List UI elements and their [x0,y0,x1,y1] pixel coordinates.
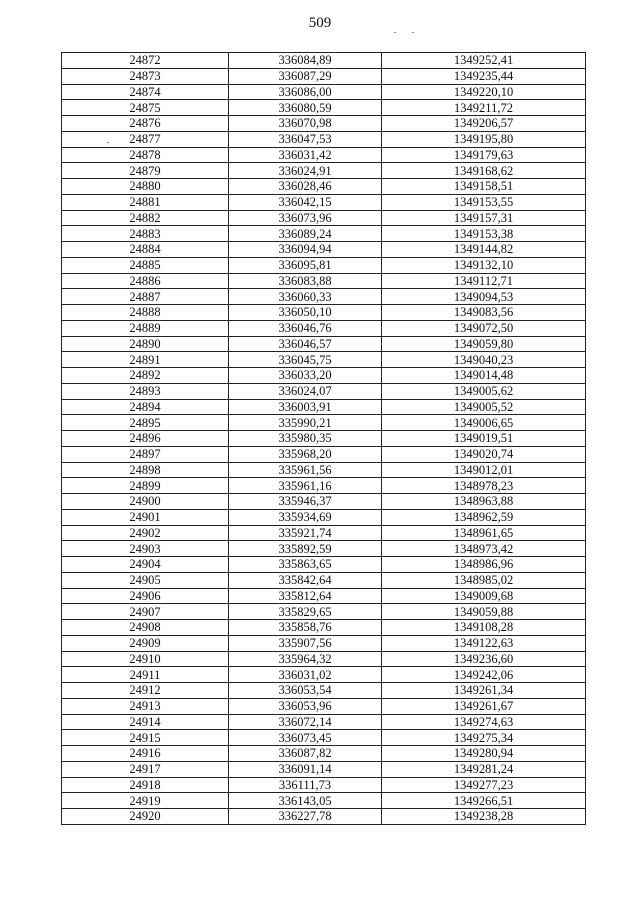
point-number-cell: 24885 [62,257,229,273]
x-coordinate-cell: 335946,37 [229,494,382,510]
point-number-cell: 24879 [62,163,229,179]
point-number-cell: 24903 [62,541,229,557]
point-number-cell: 24893 [62,383,229,399]
x-coordinate-cell: 336050,10 [229,305,382,321]
table-row [62,683,586,699]
table-row [62,179,586,195]
x-coordinate-cell: 335980,35 [229,431,382,447]
x-coordinate-cell: 336080,59 [229,100,382,116]
table-row [62,478,586,494]
table-row [62,210,586,226]
y-coordinate-cell: 1349153,38 [382,226,586,242]
point-number-cell: 24888 [62,305,229,321]
point-number-cell: 24909 [62,635,229,651]
point-number-cell: 24901 [62,509,229,525]
x-coordinate-cell: 336073,96 [229,210,382,226]
y-coordinate-cell: 1349195,80 [382,131,586,147]
table-row [62,698,586,714]
table-row [62,305,586,321]
x-coordinate-cell: 336111,73 [229,777,382,793]
table-row [62,557,586,573]
table-row [62,446,586,462]
y-coordinate-cell: 1349014,48 [382,368,586,384]
y-coordinate-cell: 1349206,57 [382,116,586,132]
table-row [62,257,586,273]
table-row [62,777,586,793]
y-coordinate-cell: 1349122,63 [382,635,586,651]
point-number-cell: 24873 [62,68,229,84]
x-coordinate-cell: 336143,05 [229,793,382,809]
point-number-cell: 24883 [62,226,229,242]
x-coordinate-cell: 336072,14 [229,714,382,730]
x-coordinate-cell: 336227,78 [229,809,382,825]
y-coordinate-cell: 1349242,06 [382,667,586,683]
x-coordinate-cell: 336091,14 [229,761,382,777]
scan-artifact [394,32,396,33]
table-row [62,620,586,636]
point-number-cell: 24891 [62,352,229,368]
table-row [62,761,586,777]
y-coordinate-cell: 1349020,74 [382,446,586,462]
point-number-cell: 24880 [62,179,229,195]
x-coordinate-cell: 336047,53 [229,131,382,147]
point-number-cell: 24914 [62,714,229,730]
coordinates-table [61,52,586,825]
point-number-cell: 24902 [62,525,229,541]
table-row [62,667,586,683]
point-number-cell: 24874 [62,84,229,100]
table-row [62,494,586,510]
table-row [62,368,586,384]
y-coordinate-cell: 1349005,52 [382,399,586,415]
x-coordinate-cell: 336053,54 [229,683,382,699]
x-coordinate-cell: 336073,45 [229,730,382,746]
table-row [62,194,586,210]
table-row [62,588,586,604]
x-coordinate-cell: 336087,82 [229,746,382,762]
point-number-cell: 24916 [62,746,229,762]
y-coordinate-cell: 1348961,65 [382,525,586,541]
table-row [62,289,586,305]
y-coordinate-cell: 1349158,51 [382,179,586,195]
point-number-cell: 24911 [62,667,229,683]
point-number-cell: 24906 [62,588,229,604]
point-number-cell: 24895 [62,415,229,431]
table-row [62,320,586,336]
table-row [62,383,586,399]
scan-artifact [107,142,109,143]
point-number-cell: 24905 [62,572,229,588]
point-number-cell: 24918 [62,777,229,793]
table-row [62,541,586,557]
page-number: 509 [308,15,332,31]
y-coordinate-cell: 1349266,51 [382,793,586,809]
y-coordinate-cell: 1348963,88 [382,494,586,510]
x-coordinate-cell: 336024,07 [229,383,382,399]
y-coordinate-cell: 1349040,23 [382,352,586,368]
y-coordinate-cell: 1349261,34 [382,683,586,699]
point-number-cell: 24915 [62,730,229,746]
point-number-cell: 24890 [62,336,229,352]
point-number-cell: 24875 [62,100,229,116]
table-row [62,84,586,100]
point-number-cell: 24872 [62,53,229,69]
x-coordinate-cell: 335990,21 [229,415,382,431]
table-row [62,100,586,116]
table-row [62,147,586,163]
y-coordinate-cell: 1349261,67 [382,698,586,714]
x-coordinate-cell: 336087,29 [229,68,382,84]
table-row [62,651,586,667]
point-number-cell: 24898 [62,462,229,478]
table-row [62,116,586,132]
point-number-cell: 24882 [62,210,229,226]
y-coordinate-cell: 1349275,34 [382,730,586,746]
x-coordinate-cell: 335968,20 [229,446,382,462]
point-number-cell: 24887 [62,289,229,305]
point-number-cell: 24907 [62,604,229,620]
table-row [62,163,586,179]
point-number-cell: 24910 [62,651,229,667]
y-coordinate-cell: 1349094,53 [382,289,586,305]
x-coordinate-cell: 336084,89 [229,53,382,69]
table-row [62,431,586,447]
point-number-cell: 24900 [62,494,229,510]
x-coordinate-cell: 335921,74 [229,525,382,541]
scan-artifact [412,32,414,33]
point-number-cell: 24877 [62,131,229,147]
x-coordinate-cell: 335858,76 [229,620,382,636]
x-coordinate-cell: 335842,64 [229,572,382,588]
x-coordinate-cell: 335964,32 [229,651,382,667]
y-coordinate-cell: 1348978,23 [382,478,586,494]
x-coordinate-cell: 336095,81 [229,257,382,273]
x-coordinate-cell: 336083,88 [229,273,382,289]
point-number-cell: 24892 [62,368,229,384]
y-coordinate-cell: 1349108,28 [382,620,586,636]
point-number-cell: 24896 [62,431,229,447]
table-row [62,242,586,258]
x-coordinate-cell: 335892,59 [229,541,382,557]
y-coordinate-cell: 1349179,63 [382,147,586,163]
table-row [62,525,586,541]
point-number-cell: 24920 [62,809,229,825]
table-row [62,399,586,415]
y-coordinate-cell: 1348973,42 [382,541,586,557]
table-row [62,131,586,147]
point-number-cell: 24908 [62,620,229,636]
x-coordinate-cell: 336003,91 [229,399,382,415]
y-coordinate-cell: 1349005,62 [382,383,586,399]
point-number-cell: 24876 [62,116,229,132]
x-coordinate-cell: 336033,20 [229,368,382,384]
table-row [62,793,586,809]
y-coordinate-cell: 1349220,10 [382,84,586,100]
y-coordinate-cell: 1349059,88 [382,604,586,620]
table-row [62,572,586,588]
table-row [62,462,586,478]
point-number-cell: 24919 [62,793,229,809]
y-coordinate-cell: 1349153,55 [382,194,586,210]
y-coordinate-cell: 1349211,72 [382,100,586,116]
y-coordinate-cell: 1349144,82 [382,242,586,258]
table-row [62,746,586,762]
x-coordinate-cell: 336028,46 [229,179,382,195]
point-number-cell: 24889 [62,320,229,336]
x-coordinate-cell: 335812,64 [229,588,382,604]
y-coordinate-cell: 1349280,94 [382,746,586,762]
table-row [62,635,586,651]
table-row [62,352,586,368]
coordinates-table-body [62,53,586,825]
x-coordinate-cell: 336070,98 [229,116,382,132]
table-row [62,604,586,620]
y-coordinate-cell: 1349252,41 [382,53,586,69]
table-row [62,336,586,352]
y-coordinate-cell: 1349009,68 [382,588,586,604]
table-row [62,509,586,525]
x-coordinate-cell: 335934,69 [229,509,382,525]
x-coordinate-cell: 335907,56 [229,635,382,651]
point-number-cell: 24884 [62,242,229,258]
y-coordinate-cell: 1349019,51 [382,431,586,447]
point-number-cell: 24897 [62,446,229,462]
point-number-cell: 24878 [62,147,229,163]
x-coordinate-cell: 335863,65 [229,557,382,573]
x-coordinate-cell: 336042,15 [229,194,382,210]
y-coordinate-cell: 1349236,60 [382,651,586,667]
table-row [62,226,586,242]
point-number-cell: 24904 [62,557,229,573]
table-row [62,730,586,746]
y-coordinate-cell: 1348985,02 [382,572,586,588]
table-row [62,415,586,431]
y-coordinate-cell: 1349281,24 [382,761,586,777]
x-coordinate-cell: 336046,76 [229,320,382,336]
point-number-cell: 24894 [62,399,229,415]
y-coordinate-cell: 1349238,28 [382,809,586,825]
y-coordinate-cell: 1349059,80 [382,336,586,352]
y-coordinate-cell: 1349083,56 [382,305,586,321]
y-coordinate-cell: 1349157,31 [382,210,586,226]
y-coordinate-cell: 1349006,65 [382,415,586,431]
x-coordinate-cell: 336031,42 [229,147,382,163]
point-number-cell: 24913 [62,698,229,714]
table-row [62,273,586,289]
x-coordinate-cell: 336094,94 [229,242,382,258]
point-number-cell: 24917 [62,761,229,777]
y-coordinate-cell: 1349235,44 [382,68,586,84]
point-number-cell: 24886 [62,273,229,289]
table-row [62,68,586,84]
x-coordinate-cell: 336046,57 [229,336,382,352]
point-number-cell: 24881 [62,194,229,210]
y-coordinate-cell: 1349168,62 [382,163,586,179]
y-coordinate-cell: 1349012,01 [382,462,586,478]
point-number-cell: 24912 [62,683,229,699]
y-coordinate-cell: 1349132,10 [382,257,586,273]
x-coordinate-cell: 335829,65 [229,604,382,620]
y-coordinate-cell: 1348962,59 [382,509,586,525]
table-row [62,53,586,69]
x-coordinate-cell: 336024,91 [229,163,382,179]
x-coordinate-cell: 336031,02 [229,667,382,683]
table-row [62,714,586,730]
y-coordinate-cell: 1349277,23 [382,777,586,793]
x-coordinate-cell: 336053,96 [229,698,382,714]
x-coordinate-cell: 335961,16 [229,478,382,494]
point-number-cell: 24899 [62,478,229,494]
y-coordinate-cell: 1348986,96 [382,557,586,573]
x-coordinate-cell: 336060,33 [229,289,382,305]
x-coordinate-cell: 336045,75 [229,352,382,368]
y-coordinate-cell: 1349274,63 [382,714,586,730]
x-coordinate-cell: 335961,56 [229,462,382,478]
y-coordinate-cell: 1349072,50 [382,320,586,336]
y-coordinate-cell: 1349112,71 [382,273,586,289]
x-coordinate-cell: 336086,00 [229,84,382,100]
table-row [62,809,586,825]
x-coordinate-cell: 336089,24 [229,226,382,242]
